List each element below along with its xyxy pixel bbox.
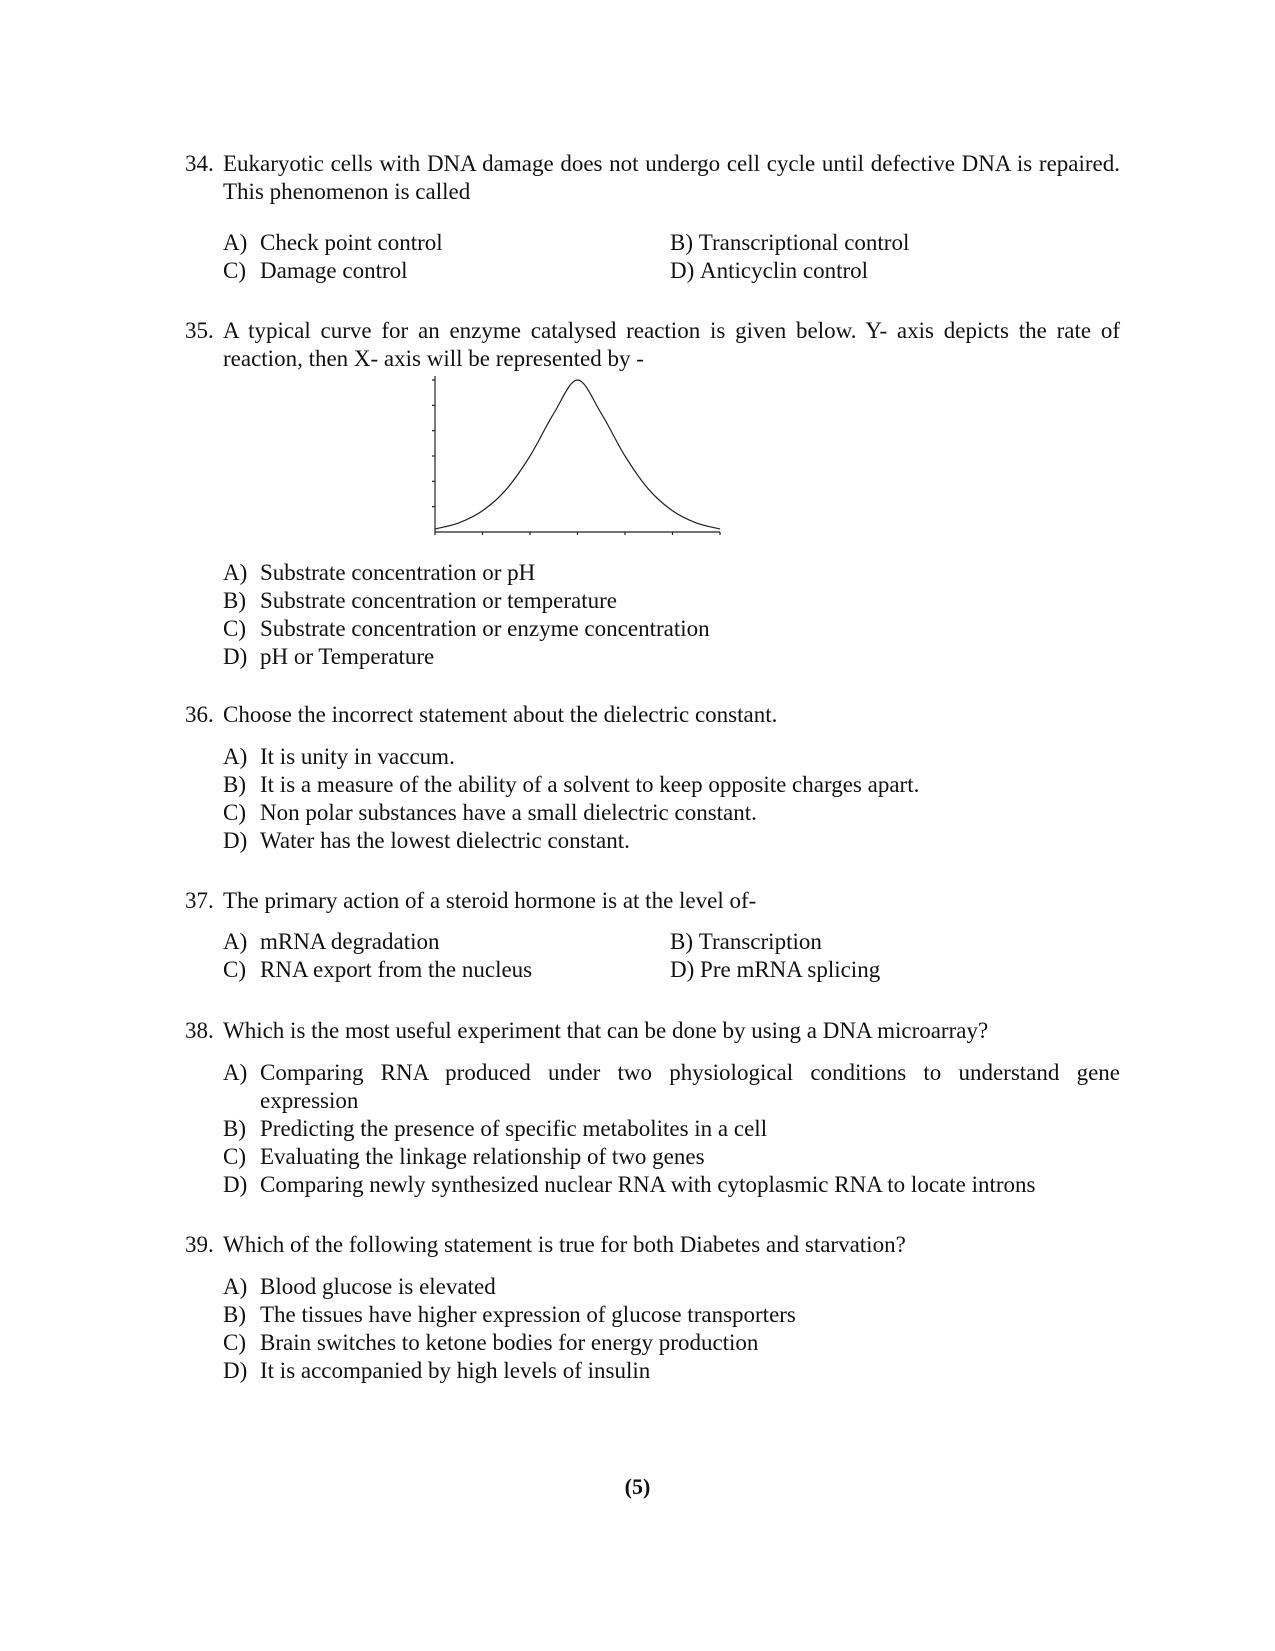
option-label: A) <box>223 230 248 255</box>
option-text: Check point control <box>260 230 443 255</box>
options-list <box>223 1059 1120 1199</box>
option-b <box>223 771 1120 799</box>
option-d <box>223 827 1120 855</box>
option-label: B) <box>223 588 246 613</box>
option-d <box>670 257 1120 285</box>
option-label: C) <box>223 1144 246 1169</box>
question-38 <box>185 1017 1120 1199</box>
option-b <box>223 1301 1120 1329</box>
option-label: D) <box>223 644 248 669</box>
option-text: Non polar substances have a small dielectric constant. <box>260 800 757 825</box>
option-label: A) <box>223 560 248 585</box>
option-text: Substrate concentration or enzyme concentration <box>260 616 710 641</box>
question-text: Choose the incorrect statement about the dielectric constant. <box>223 702 778 727</box>
option-label: C) <box>223 1330 246 1355</box>
question-text: The primary action of a steroid hormone is at the level of- <box>223 888 757 913</box>
question-number: 35. <box>185 318 214 343</box>
option-label: D) <box>670 957 695 982</box>
question-39 <box>185 1231 1120 1385</box>
question-text: Which of the following statement is true for both Diabetes and starvation? <box>223 1232 906 1257</box>
option-a <box>223 928 670 956</box>
chart-ticks <box>432 380 720 535</box>
option-label: B) <box>670 929 693 954</box>
option-text: Pre mRNA splicing <box>700 957 881 982</box>
option-label: B) <box>670 230 693 255</box>
option-label: B) <box>223 1302 246 1327</box>
option-text: Brain switches to ketone bodies for energy production <box>260 1330 759 1355</box>
option-text: It is a measure of the ability of a solvent to keep opposite charges apart. <box>260 772 920 797</box>
rate-curve <box>435 380 720 529</box>
option-label: C) <box>223 616 246 641</box>
option-text: Damage control <box>260 258 408 283</box>
option-d <box>223 1171 1120 1199</box>
option-text: mRNA degradation <box>260 929 440 954</box>
option-text: The tissues have higher expression of glucose transporters <box>260 1302 796 1327</box>
option-label: C) <box>223 258 246 283</box>
option-text: RNA export from the nucleus <box>260 957 533 982</box>
question-37 <box>185 887 1120 984</box>
option-b <box>223 1115 1120 1143</box>
option-label: D) <box>223 828 248 853</box>
option-b <box>670 229 1120 257</box>
option-text: Transcriptional control <box>698 230 910 255</box>
option-label: A) <box>223 744 248 769</box>
option-label: C) <box>223 800 246 825</box>
option-c <box>223 1143 1120 1171</box>
option-c <box>223 257 670 285</box>
options-grid <box>223 229 1120 285</box>
option-label: B) <box>223 772 246 797</box>
option-d <box>670 956 1120 984</box>
question-number: 34. <box>185 151 214 176</box>
question-text: Which is the most useful experiment that can be done by using a DNA microarray? <box>223 1018 989 1043</box>
option-d <box>223 643 1120 671</box>
question-number: 36. <box>185 702 214 727</box>
option-text: pH or Temperature <box>260 644 435 669</box>
option-c <box>223 615 1120 643</box>
question-number: 37. <box>185 888 214 913</box>
options-list <box>223 1273 1120 1385</box>
option-c <box>223 956 670 984</box>
question-text: Eukaryotic cells with DNA damage does not undergo cell cycle until defective DNA is repaired. This phenomenon is called <box>223 151 1120 204</box>
option-b <box>223 587 1120 615</box>
option-c <box>223 1329 1120 1357</box>
option-label: A) <box>223 1274 248 1299</box>
option-text: Substrate concentration or pH <box>260 560 536 585</box>
option-label: D) <box>223 1358 248 1383</box>
option-text: Blood glucose is elevated <box>260 1274 496 1299</box>
option-text: Transcription <box>698 929 822 954</box>
option-text: It is unity in vaccum. <box>260 744 455 769</box>
option-label: C) <box>223 957 246 982</box>
chart-axes <box>435 376 720 532</box>
question-text: A typical curve for an enzyme catalysed reaction is given below. Y- axis depicts the rate of reaction, then X- axis will be represented by - <box>223 318 1120 371</box>
option-d <box>223 1357 1120 1385</box>
option-text: Comparing RNA produced under two physiological conditions to understand gene expression <box>260 1060 1120 1113</box>
option-text: Water has the lowest dielectric constant. <box>260 828 630 853</box>
options-list <box>223 559 1120 671</box>
options-grid <box>223 928 1120 984</box>
option-c <box>223 799 1120 827</box>
question-number: 38. <box>185 1018 214 1043</box>
option-label: A) <box>223 929 248 954</box>
options-list <box>223 743 1120 855</box>
option-a <box>223 559 1120 587</box>
question-36 <box>185 701 1120 855</box>
option-a <box>223 1059 1120 1115</box>
option-a <box>223 1273 1120 1301</box>
option-a <box>223 229 670 257</box>
option-a <box>223 743 1120 771</box>
option-label: D) <box>223 1172 248 1197</box>
page-number: (5) <box>624 1474 651 1499</box>
option-text: Predicting the presence of specific metabolites in a cell <box>260 1116 768 1141</box>
option-b <box>670 928 1120 956</box>
option-text: Comparing newly synthesized nuclear RNA with cytoplasmic RNA to locate introns <box>260 1172 1036 1197</box>
question-number: 39. <box>185 1232 214 1257</box>
option-text: Anticyclin control <box>700 258 869 283</box>
enzyme-rate-chart <box>425 372 725 542</box>
option-label: D) <box>670 258 695 283</box>
option-text: Substrate concentration or temperature <box>260 588 617 613</box>
question-34 <box>185 150 1120 285</box>
option-text: It is accompanied by high levels of insulin <box>260 1358 651 1383</box>
option-text: Evaluating the linkage relationship of two genes <box>260 1144 705 1169</box>
option-label: A) <box>223 1060 248 1085</box>
option-label: B) <box>223 1116 246 1141</box>
